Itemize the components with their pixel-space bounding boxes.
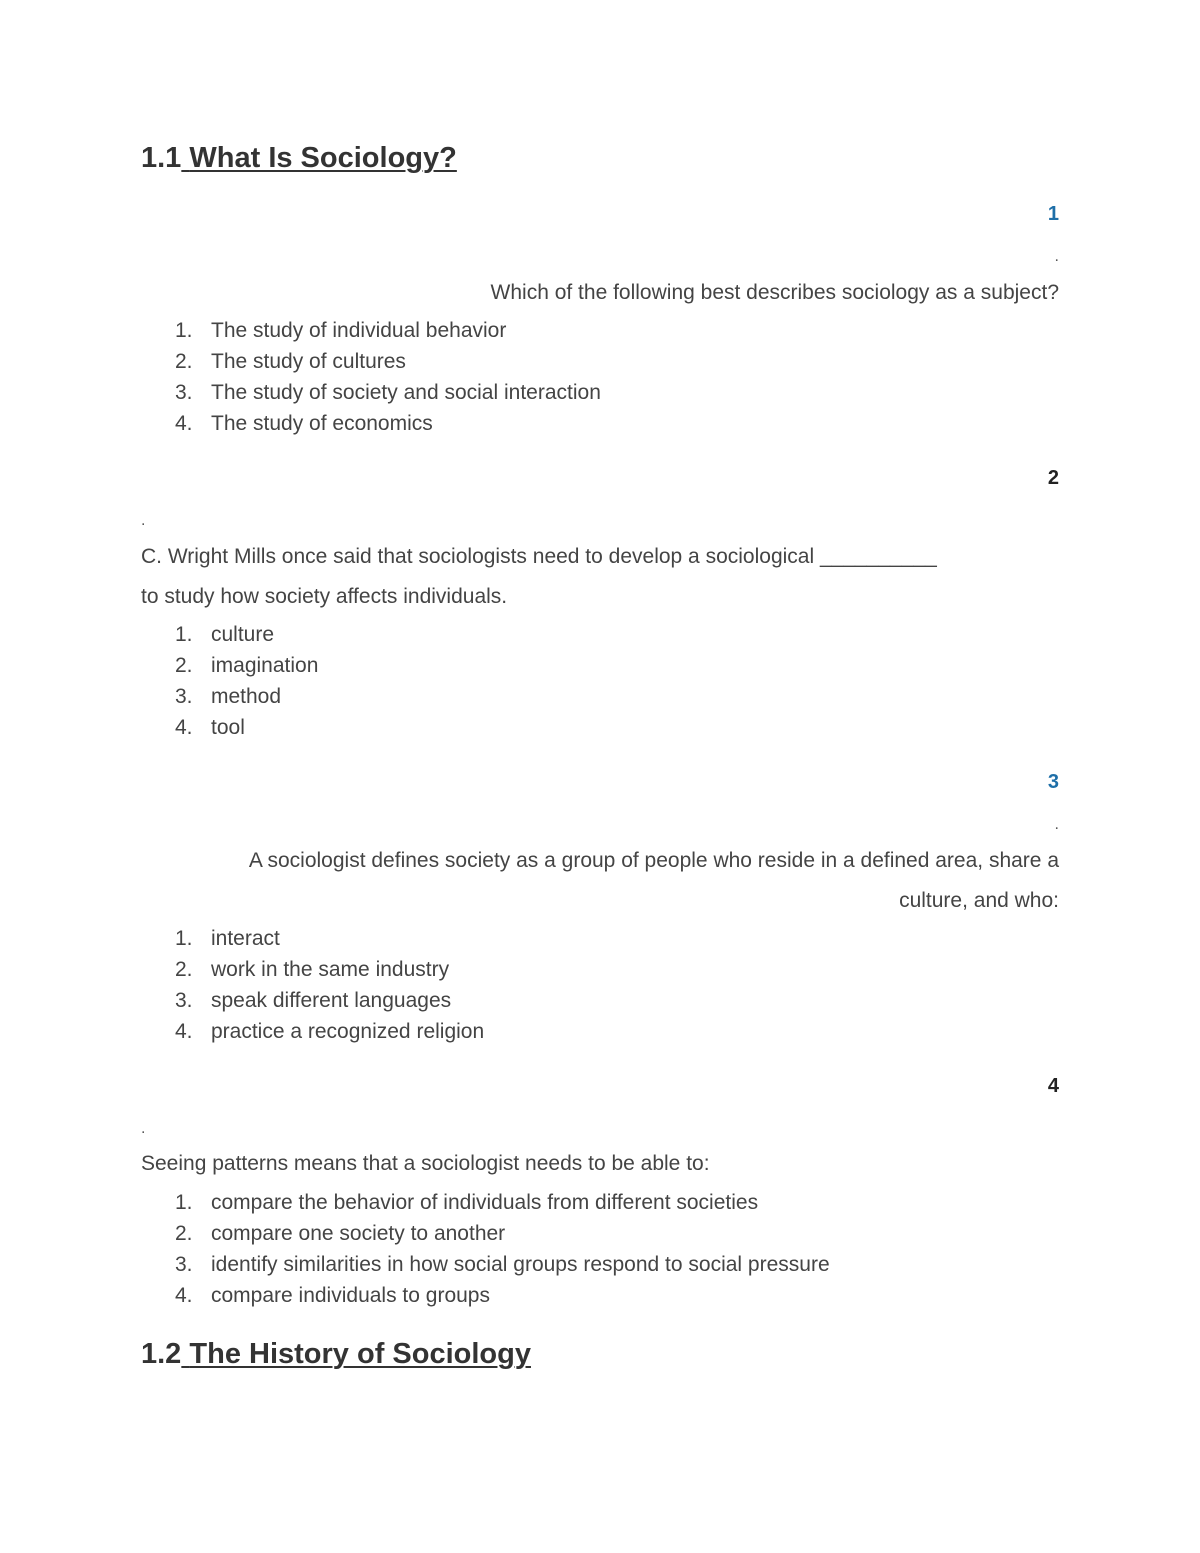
question-text-4: Seeing patterns means that a sociologist needs to be able to:: [141, 1152, 710, 1175]
section-title: The History of Sociology: [189, 1338, 531, 1370]
section-heading-1-1: [141, 142, 457, 175]
section-heading-1-2: [141, 1338, 531, 1371]
question-number-1: 1: [1047, 203, 1059, 225]
document-page: 1.1 What Is Sociology? 1 . Which of the following best describes sociology as a subject? 1. The study of individual behavior 2. The study of cultures 3. The study of society and social interaction 4. The study of economics 2 . C. Wright Mills once said that sociologists need to develop a sociological __________ to study how society affects individuals. 1. culture 2. imagination 3. method 4. tool 3 . A sociologist defines society as a group of people who reside in a defined area, share a culture, and who: 1. interact 2. work in the same industry 3. speak different languages 4. practice a recognized religion 4 . Seeing patterns means that a sociologist needs to be able to: 1. compare the behavior of individuals from different societies 2. compare one society to another 3. identify similarities in how social groups respond to social pressure 4. compare individuals to groups 1.2 The History of Sociology: [141, 142, 1059, 1370]
question-dot-3: .: [1054, 816, 1059, 833]
question-text-1: Which of the following best describes sociology as a subject?: [490, 281, 1059, 304]
question-number-3: 3: [1047, 771, 1059, 793]
question-dot-2: .: [141, 512, 146, 529]
question-dot-4: .: [141, 1120, 146, 1137]
section-number: 1.1: [141, 142, 182, 174]
question-text-2-line-2: to study how society affects individuals.: [141, 585, 508, 608]
question-number-2: 2: [1047, 467, 1059, 489]
question-text-3-line-2: culture, and who:: [899, 889, 1059, 912]
question-text-3-line-1: A sociologist defines society as a group of people who reside in a defined area, share a: [248, 849, 1059, 872]
question-text-2-line-1: C. Wright Mills once said that sociologists need to develop a sociological __________: [141, 545, 937, 568]
section-title: What Is Sociology?: [189, 142, 457, 174]
question-number-4: 4: [1047, 1075, 1059, 1097]
section-number: 1.2: [141, 1338, 182, 1370]
question-dot-1: .: [1054, 248, 1059, 265]
